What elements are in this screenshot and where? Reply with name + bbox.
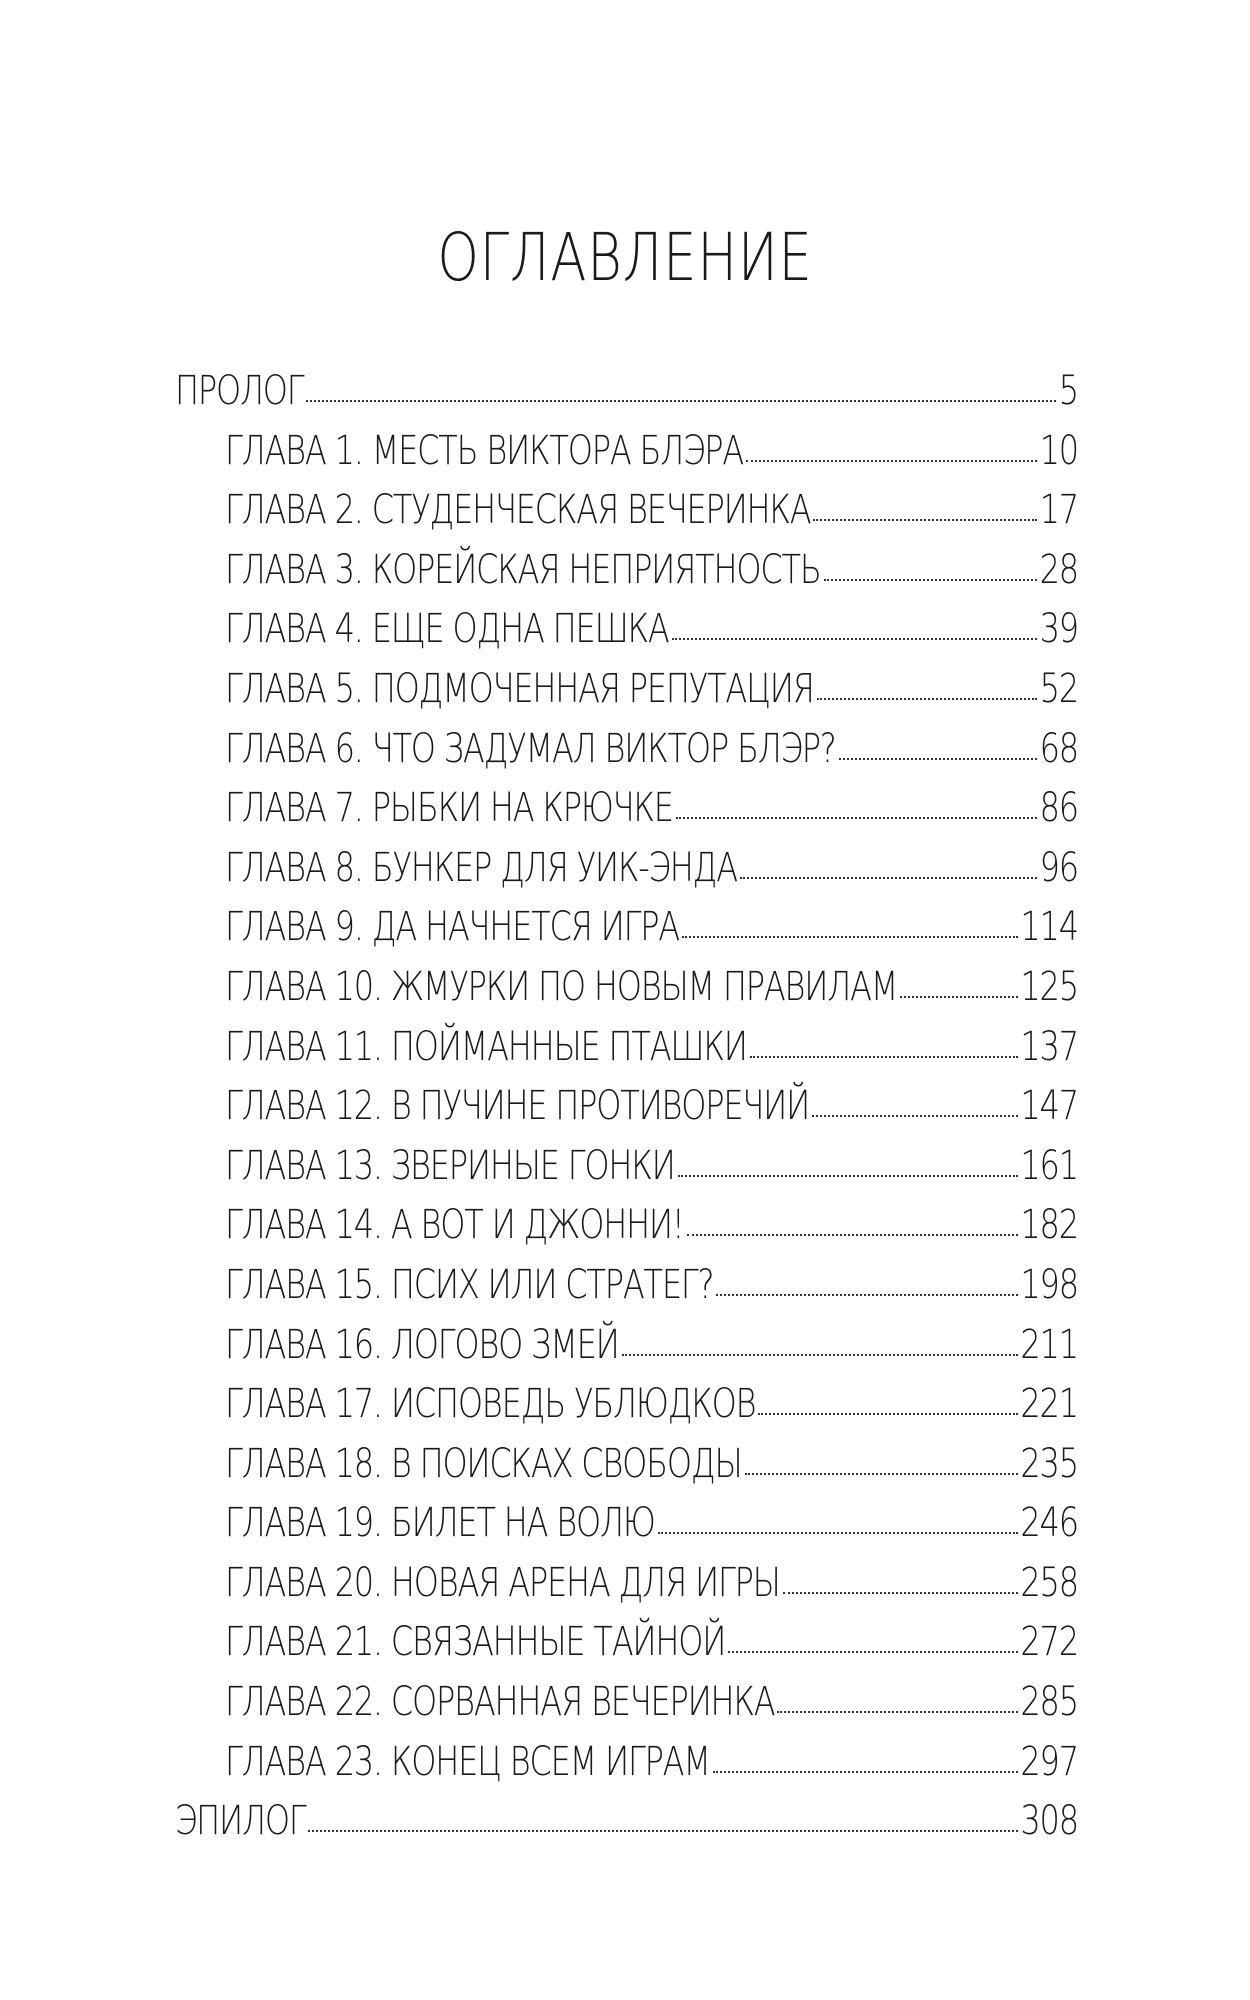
toc-entry-label: ГЛАВА 11. ПОЙМАННЫЕ ПТАШКИ <box>225 1023 747 1070</box>
dot-leader <box>713 1769 1018 1773</box>
toc-chapter-entry <box>175 1613 1078 1673</box>
toc-page-number: 52 <box>1039 665 1078 712</box>
toc-entry-label: ГЛАВА 2. СТУДЕНЧЕСКАЯ ВЕЧЕРИНКА <box>225 487 811 534</box>
toc-page-number: 96 <box>1039 844 1078 891</box>
toc-entry-label: ПРОЛОГ <box>175 368 304 414</box>
toc-chapter-entry <box>175 1733 1078 1793</box>
toc-chapter-entry <box>175 600 1078 660</box>
toc-entry-label: ЭПИЛОГ <box>175 1798 306 1845</box>
toc-chapter-entry <box>175 1375 1078 1435</box>
dot-leader <box>750 1054 1018 1058</box>
toc-entry-label: ГЛАВА 23. КОНЕЦ ВСЕМ ИГРАМ <box>225 1738 710 1785</box>
toc-entry-label: ГЛАВА 17. ИСПОВЕДЬ УБЛЮДКОВ <box>225 1381 756 1428</box>
toc-page-number: 10 <box>1039 427 1078 474</box>
dot-leader <box>900 994 1017 998</box>
toc-entry-label: ГЛАВА 15. ПСИХ ИЛИ СТРАТЕГ? <box>225 1261 714 1308</box>
dot-leader <box>622 1352 1018 1356</box>
toc-entry-label: ГЛАВА 16. ЛОГОВО ЗМЕЙ <box>225 1321 619 1368</box>
toc-page-number: 114 <box>1020 904 1078 951</box>
toc-section-entry <box>175 362 1078 422</box>
toc-entry-label: ГЛАВА 14. А ВОТ И ДЖОННИ! <box>225 1202 684 1249</box>
toc-entry-label: ГЛАВА 1. МЕСТЬ ВИКТОРА БЛЭРА <box>225 427 744 474</box>
dot-leader <box>658 1530 1018 1534</box>
toc-chapter-entry <box>175 898 1078 958</box>
toc-chapter-entry <box>175 1673 1078 1733</box>
toc-entry-label: ГЛАВА 19. БИЛЕТ НА ВОЛЮ <box>225 1500 655 1547</box>
dot-leader <box>672 636 1037 640</box>
toc-entry-label: ГЛАВА 5. ПОДМОЧЕННАЯ РЕПУТАЦИЯ <box>225 665 814 712</box>
toc-chapter-entry <box>175 720 1078 780</box>
toc-entry-label: ГЛАВА 3. КОРЕЙСКАЯ НЕПРИЯТНОСТЬ <box>225 546 821 593</box>
toc-page-number: 198 <box>1020 1261 1078 1308</box>
toc-chapter-entry <box>175 839 1078 899</box>
toc-entry-label: ГЛАВА 6. ЧТО ЗАДУМАЛ ВИКТОР БЛЭР? <box>225 725 836 772</box>
toc-chapter-entry <box>175 1137 1078 1197</box>
toc-entry-label: ГЛАВА 12. В ПУЧИНЕ ПРОТИВОРЕЧИЙ <box>225 1083 810 1130</box>
toc-page-number: 258 <box>1020 1559 1078 1606</box>
dot-leader <box>308 1828 1017 1832</box>
toc-page-number: 147 <box>1020 1083 1078 1130</box>
toc-chapter-entry <box>175 1077 1078 1137</box>
toc-page-number: 161 <box>1020 1142 1078 1189</box>
dot-leader <box>676 815 1037 819</box>
toc-page-number: 285 <box>1020 1679 1078 1726</box>
toc-page-number: 39 <box>1039 606 1078 653</box>
toc-chapter-entry <box>175 1554 1078 1614</box>
toc-entry-label: ГЛАВА 7. РЫБКИ НА КРЮЧКЕ <box>225 785 673 832</box>
toc-page-number: 308 <box>1020 1798 1078 1845</box>
page-title: ОГЛАВЛЕНИЕ <box>437 219 813 296</box>
dot-leader <box>839 756 1037 760</box>
toc-section-entry <box>175 1792 1078 1852</box>
toc-entry-label: ГЛАВА 13. ЗВЕРИНЫЕ ГОНКИ <box>225 1142 675 1189</box>
toc-page-number: 137 <box>1020 1023 1078 1070</box>
toc-chapter-entry <box>175 1316 1078 1376</box>
dot-leader <box>758 1411 1017 1415</box>
toc-chapter-entry <box>175 958 1078 1018</box>
dot-leader <box>817 696 1037 700</box>
toc-entry-label: ГЛАВА 9. ДА НАЧНЕТСЯ ИГРА <box>225 904 680 951</box>
toc-entry-label: ГЛАВА 21. СВЯЗАННЫЕ ТАЙНОЙ <box>225 1619 726 1666</box>
dot-leader <box>745 1471 1018 1475</box>
toc-chapter-entry <box>175 1018 1078 1078</box>
toc-page-number: 28 <box>1039 546 1078 593</box>
toc-page-number: 68 <box>1039 725 1078 772</box>
toc-chapter-entry <box>175 481 1078 541</box>
toc-entry-label: ГЛАВА 8. БУНКЕР ДЛЯ УИК-ЭНДА <box>225 844 737 891</box>
toc-chapter-entry <box>175 1256 1078 1316</box>
toc-page-number: 5 <box>1058 368 1078 414</box>
dot-leader <box>813 517 1036 521</box>
dot-leader <box>716 1292 1017 1296</box>
toc-entry-label: ГЛАВА 20. НОВАЯ АРЕНА ДЛЯ ИГРЫ <box>225 1559 780 1606</box>
toc-entry-label: ГЛАВА 10. ЖМУРКИ ПО НОВЫМ ПРАВИЛАМ <box>225 963 898 1010</box>
toc-page-number: 86 <box>1039 785 1078 832</box>
toc-chapter-entry <box>175 660 1078 720</box>
dot-leader <box>682 934 1017 938</box>
toc-page-number: 182 <box>1020 1202 1078 1249</box>
toc-chapter-entry <box>175 1435 1078 1495</box>
toc-chapter-entry <box>175 541 1078 601</box>
table-of-contents <box>175 362 1078 1852</box>
dot-leader <box>746 458 1037 462</box>
toc-page-number: 211 <box>1020 1321 1078 1368</box>
dot-leader <box>812 1113 1017 1117</box>
toc-page-number: 17 <box>1039 487 1078 534</box>
toc-entry-label: ГЛАВА 22. СОРВАННАЯ ВЕЧЕРИНКА <box>225 1679 775 1726</box>
toc-page-number: 125 <box>1020 963 1078 1010</box>
dot-leader <box>687 1232 1018 1236</box>
toc-page-number: 297 <box>1020 1738 1078 1785</box>
toc-chapter-entry <box>175 779 1078 839</box>
toc-chapter-entry <box>175 1494 1078 1554</box>
dot-leader <box>306 398 1055 402</box>
toc-page-number: 272 <box>1020 1619 1078 1666</box>
toc-chapter-entry <box>175 422 1078 482</box>
dot-leader <box>728 1649 1017 1653</box>
dot-leader <box>824 577 1037 581</box>
toc-entry-label: ГЛАВА 4. ЕЩЕ ОДНА ПЕШКА <box>225 606 669 653</box>
dot-leader <box>740 875 1037 879</box>
toc-entry-label: ГЛАВА 18. В ПОИСКАХ СВОБОДЫ <box>225 1440 742 1487</box>
toc-page-number: 221 <box>1020 1381 1078 1428</box>
dot-leader <box>777 1709 1017 1713</box>
dot-leader <box>783 1590 1018 1594</box>
toc-chapter-entry <box>175 1196 1078 1256</box>
toc-page-number: 235 <box>1020 1440 1078 1487</box>
dot-leader <box>678 1173 1018 1177</box>
toc-page-number: 246 <box>1020 1500 1078 1547</box>
